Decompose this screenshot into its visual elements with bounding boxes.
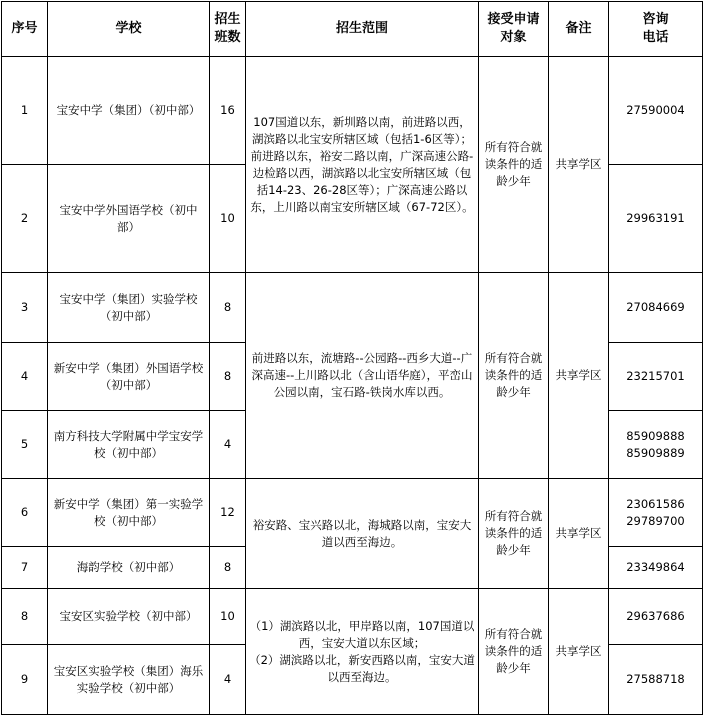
phone-number: 27590004 <box>609 57 703 165</box>
phone-number: 27588718 <box>609 645 703 715</box>
scope-line: （2）湖滨路以北，新安西路以南，宝安大道以西至海边。 <box>249 652 475 684</box>
class-count: 8 <box>210 343 246 411</box>
header-phone-line2: 电话 <box>642 30 669 45</box>
class-count: 4 <box>210 645 246 715</box>
phone-cell <box>609 411 703 479</box>
note: 共享学区 <box>549 273 609 479</box>
row-seq: 2 <box>2 165 48 273</box>
header-classes <box>210 2 246 57</box>
row-seq: 4 <box>2 343 48 411</box>
phone-number: 29963191 <box>609 165 703 273</box>
enrollment-table <box>1 1 703 715</box>
table-row <box>2 273 703 343</box>
school-name: 宝安中学（集团）（初中部） <box>48 57 210 165</box>
table-row <box>2 57 703 165</box>
header-classes-line1: 招生 <box>214 12 241 27</box>
phone-number: 23349864 <box>609 547 703 589</box>
enrollment-scope <box>246 589 479 715</box>
note: 共享学区 <box>549 57 609 273</box>
eligible-applicants: 所有符合就读条件的适龄少年 <box>479 589 549 715</box>
header-target-line2: 对象 <box>500 30 527 45</box>
row-seq: 3 <box>2 273 48 343</box>
phone-number: 85909888 <box>626 428 685 443</box>
phone-number: 29789700 <box>626 513 685 528</box>
header-phone-line1: 咨询 <box>642 12 669 27</box>
phone-number: 29637686 <box>609 589 703 645</box>
school-name: 宝安中学（集团）实验学校（初中部） <box>48 273 210 343</box>
row-seq: 6 <box>2 479 48 547</box>
school-name: 南方科技大学附属中学宝安学校（初中部） <box>48 411 210 479</box>
table-row <box>2 479 703 547</box>
header-classes-line2: 班数 <box>214 30 241 45</box>
eligible-applicants: 所有符合就读条件的适龄少年 <box>479 479 549 589</box>
row-seq: 5 <box>2 411 48 479</box>
enrollment-scope: 裕安路、宝兴路以北，海城路以南，宝安大道以西至海边。 <box>246 479 479 589</box>
header-note: 备注 <box>549 2 609 57</box>
table-row <box>2 589 703 645</box>
header-phone <box>609 2 703 57</box>
header-row <box>2 2 703 57</box>
header-seq: 序号 <box>2 2 48 57</box>
header-target <box>479 2 549 57</box>
phone-cell <box>609 479 703 547</box>
class-count: 10 <box>210 589 246 645</box>
school-name: 海韵学校（初中部） <box>48 547 210 589</box>
enrollment-scope: 107国道以东，新圳路以南，前进路以西，湖滨路以北宝安所辖区域（包括1-6区等）；前进路以东，裕安二路以南，广深高速公路-边检路以西，湖滨路以北宝安所辖区域（包括14-23、26-28区等）；广深高速公路以东，上川路以南宝安所辖区域（67-72区）。 <box>246 57 479 273</box>
note: 共享学区 <box>549 589 609 715</box>
school-name: 宝安中学外国语学校（初中部） <box>48 165 210 273</box>
enrollment-scope: 前进路以东，流塘路--公园路--西乡大道--广深高速--上川路以北（含山语华庭），平峦山公园以南，宝石路-铁岗水库以西。 <box>246 273 479 479</box>
phone-number: 23215701 <box>609 343 703 411</box>
school-name: 宝安区实验学校（集团）海乐实验学校（初中部） <box>48 645 210 715</box>
row-seq: 7 <box>2 547 48 589</box>
class-count: 10 <box>210 165 246 273</box>
header-school: 学校 <box>48 2 210 57</box>
phone-number: 85909889 <box>626 445 685 460</box>
scope-line: （1）湖滨路以北，甲岸路以南，107国道以西，宝安大道以东区域； <box>249 618 475 650</box>
row-seq: 8 <box>2 589 48 645</box>
class-count: 16 <box>210 57 246 165</box>
class-count: 4 <box>210 411 246 479</box>
row-seq: 9 <box>2 645 48 715</box>
row-seq: 1 <box>2 57 48 165</box>
phone-number: 27084669 <box>609 273 703 343</box>
eligible-applicants: 所有符合就读条件的适龄少年 <box>479 273 549 479</box>
eligible-applicants: 所有符合就读条件的适龄少年 <box>479 57 549 273</box>
class-count: 12 <box>210 479 246 547</box>
school-name: 宝安区实验学校（初中部） <box>48 589 210 645</box>
class-count: 8 <box>210 547 246 589</box>
header-scope: 招生范围 <box>246 2 479 57</box>
school-name: 新安中学（集团）外国语学校（初中部） <box>48 343 210 411</box>
note: 共享学区 <box>549 479 609 589</box>
header-target-line1: 接受申请 <box>487 12 540 27</box>
phone-number: 23061586 <box>626 496 685 511</box>
class-count: 8 <box>210 273 246 343</box>
school-name: 新安中学（集团）第一实验学校（初中部） <box>48 479 210 547</box>
